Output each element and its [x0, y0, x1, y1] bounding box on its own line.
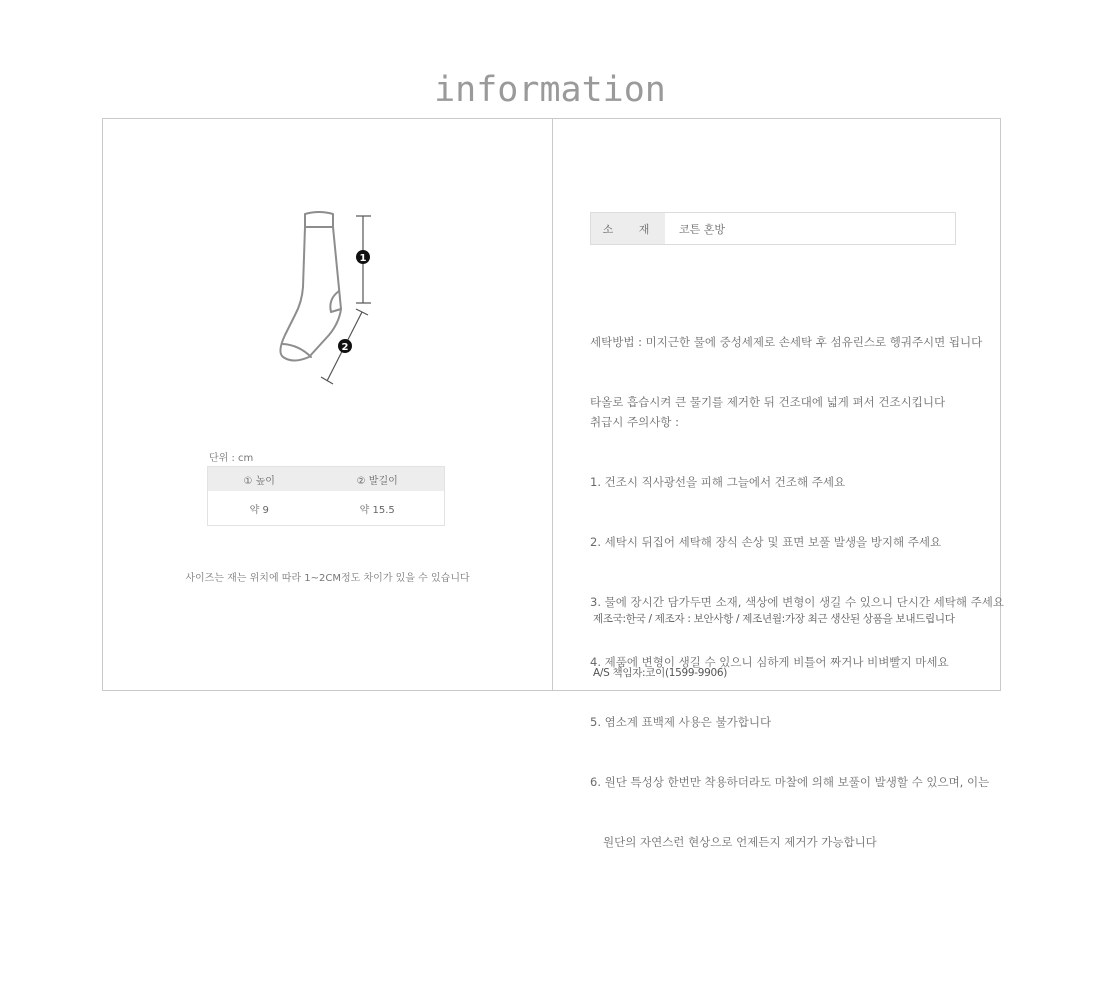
marker-2-label: 2 — [341, 342, 349, 353]
care-item-6-continued: 원단의 자연스런 현상으로 언제든지 제거가 가능합니다 — [603, 835, 877, 849]
size-note: 사이즈는 재는 위치에 따라 1~2CM정도 차이가 있을 수 있습니다 — [185, 573, 470, 584]
manufacturer-info — [593, 574, 955, 718]
page-title: information — [434, 70, 666, 110]
care-item-2: 2. 세탁시 뒤집어 세탁해 장식 손상 및 표면 보풀 발생을 방지해 주세요 — [590, 535, 942, 549]
as-contact-line: A/S 책임자:코이(1599-9906) — [593, 667, 728, 679]
care-item-1: 1. 건조시 직사광선을 피해 그늘에서 건조해 주세요 — [590, 475, 846, 489]
header-foot-length: ② 발길이 — [310, 467, 444, 492]
care-title: 취급시 주의사항 : — [590, 415, 679, 429]
care-item-5: 5. 염소계 표백제 사용은 불가합니다 — [590, 715, 772, 729]
size-table-row — [208, 491, 445, 526]
unit-label: 단위 : cm — [209, 453, 254, 464]
marker-2 — [338, 339, 352, 353]
care-item-3: 3. 물에 장시간 담가두면 소재, 색상에 변형이 생길 수 있으니 단시간 세탁해 주세요 — [590, 595, 1004, 609]
washing-line-1: 세탁방법 : 미지근한 물에 중성세제로 손세탁 후 섬유린스로 헹궈주시면 됩니다 — [590, 335, 983, 349]
maker-line: 제조국:한국 / 제조자 : 보안사항 / 제조년월:가장 최근 생산된 상품을 보내드립니다 — [593, 613, 955, 625]
column-divider — [552, 119, 553, 690]
marker-1-label: 1 — [359, 253, 367, 264]
care-item-6: 6. 원단 특성상 한번만 착용하더라도 마찰에 의해 보풀이 발생할 수 있으며, 이는 — [590, 775, 990, 789]
header-height: ① 높이 — [208, 467, 311, 492]
material-label — [591, 213, 665, 244]
sock-size-diagram — [271, 207, 391, 387]
material-row — [590, 212, 956, 245]
care-item-4: 4. 제품에 변형이 생길 수 있으니 심하게 비틀어 짜거나 비벼빨지 마세요 — [590, 655, 949, 669]
marker-1 — [356, 250, 370, 264]
value-foot-length: 약 15.5 — [359, 504, 395, 516]
size-table-header — [208, 467, 445, 492]
washing-line-2: 타올로 흡습시켜 큰 물기를 제거한 뒤 건조대에 넓게 펴서 건조시킵니다 — [590, 395, 946, 409]
material-value: 코튼 혼방 — [679, 222, 726, 236]
info-frame — [102, 118, 1004, 849]
material-label-text: 소 재 — [602, 222, 654, 236]
size-table — [207, 466, 445, 526]
value-height: 약 9 — [249, 504, 269, 516]
